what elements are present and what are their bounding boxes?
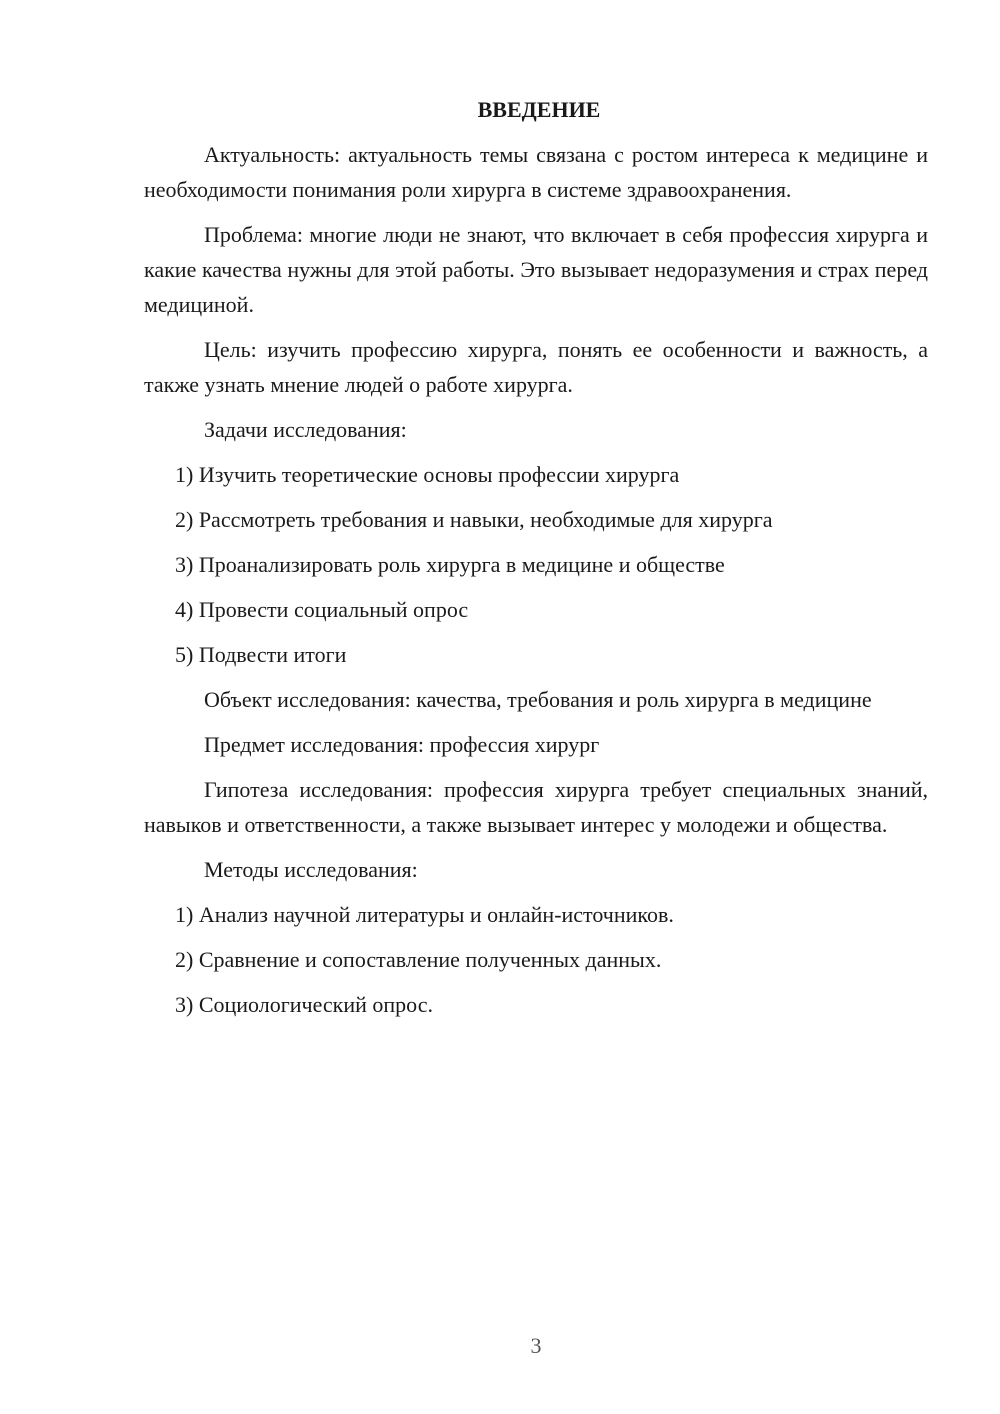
subject-paragraph: Предмет исследования: профессия хирург <box>204 732 600 757</box>
problem-paragraph: Проблема: многие люди не знают, что включает в себя профессия хирурга и какие качества нужны для этой работы. Это вызывает недоразумения и страх перед медициной. <box>144 222 928 317</box>
tasks-list <box>144 457 928 672</box>
goal-paragraph: Цель: изучить профессию хирурга, понять ее особенности и важность, а также узнать мнение людей о работе хирурга. <box>144 337 928 397</box>
document-page <box>144 92 928 1032</box>
relevance-paragraph: Актуальность: актуальность темы связана с ростом интереса к медицине и необходимости понимания роли хирурга в системе здравоохранения. <box>144 142 928 202</box>
task-item: 3) Проанализировать роль хирурга в медицине и обществе <box>175 552 725 577</box>
tasks-heading: Задачи исследования: <box>204 417 407 442</box>
hypothesis-paragraph: Гипотеза исследования: профессия хирурга требует специальных знаний, навыков и ответственности, а также вызывает интерес у молодежи и общества. <box>144 777 928 837</box>
task-item: 2) Рассмотреть требования и навыки, необходимые для хирурга <box>175 507 773 532</box>
method-item: 1) Анализ научной литературы и онлайн-источников. <box>175 902 674 927</box>
task-item: 1) Изучить теоретические основы профессии хирурга <box>175 462 680 487</box>
object-paragraph: Объект исследования: качества, требования и роль хирурга в медицине <box>204 687 872 712</box>
page-number: 3 <box>530 1333 542 1358</box>
method-item: 3) Социологический опрос. <box>175 992 433 1017</box>
document-title: ВВЕДЕНИЕ <box>477 97 601 122</box>
methods-heading: Методы исследования: <box>204 857 418 882</box>
method-item: 2) Сравнение и сопоставление полученных данных. <box>175 947 662 972</box>
methods-list <box>144 897 928 1022</box>
task-item: 5) Подвести итоги <box>175 642 347 667</box>
task-item: 4) Провести социальный опрос <box>175 597 469 622</box>
